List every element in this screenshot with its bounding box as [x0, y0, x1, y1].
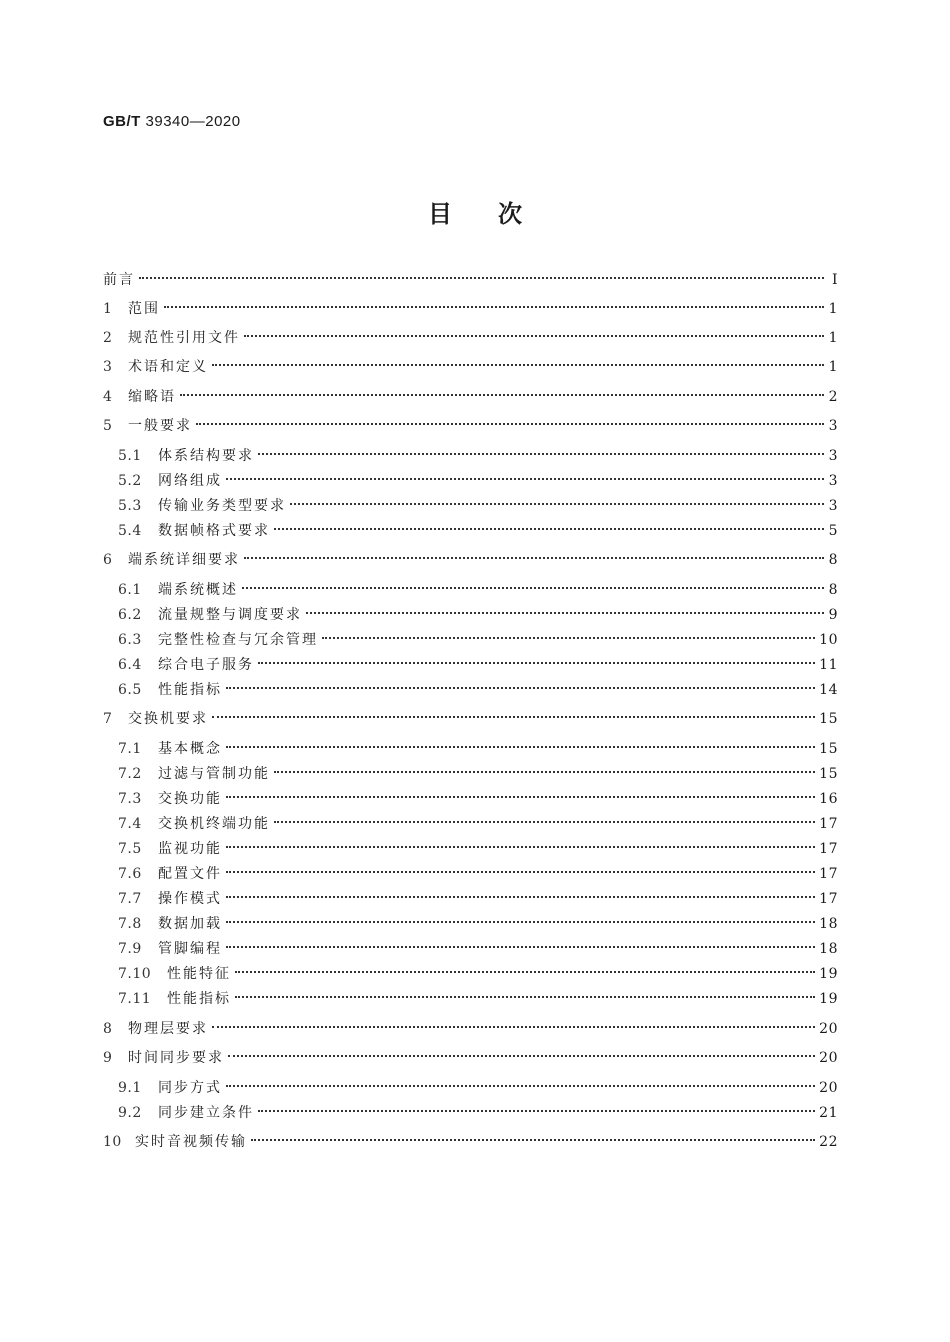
toc-entry-title: 一般要求 [128, 418, 192, 434]
toc-entry-page: 1 [828, 359, 838, 375]
toc-entry-title: 监视功能 [158, 841, 222, 857]
dot-leader [226, 687, 815, 689]
toc-entry[interactable] [103, 1019, 838, 1039]
toc-entry-number: 7.11 [118, 991, 152, 1007]
toc-entry[interactable] [103, 496, 838, 516]
toc-entry-title: 操作模式 [158, 891, 222, 907]
toc-entry[interactable] [103, 764, 838, 784]
dot-leader [212, 364, 824, 366]
dot-leader [251, 1139, 815, 1141]
toc-entry-page: 5 [828, 523, 838, 539]
dot-leader [322, 637, 815, 639]
toc-entry-title: 基本概念 [158, 741, 222, 757]
dot-leader [258, 453, 824, 455]
toc-entry-label [103, 709, 208, 729]
toc-entry-title: 过滤与管制功能 [158, 766, 270, 782]
standard-prefix: GB/T [103, 113, 141, 130]
standard-code [103, 113, 241, 130]
toc-entry-page: 15 [819, 711, 838, 727]
dot-leader [226, 1085, 815, 1087]
dot-leader [164, 306, 824, 308]
toc-entry-title: 实时音视频传输 [135, 1134, 247, 1150]
toc-entry-page: 14 [819, 682, 838, 698]
toc-entry-number: 5.4 [118, 523, 142, 539]
dot-leader [212, 1026, 815, 1028]
toc-entry-title: 物理层要求 [128, 1021, 208, 1037]
toc-entry-label [103, 864, 222, 884]
toc-entry-number: 7.8 [118, 916, 142, 932]
toc-entry-number: 5.1 [118, 448, 142, 464]
toc-entry-title: 范围 [128, 301, 160, 317]
toc-entry-number: 7.3 [118, 791, 142, 807]
dot-leader [242, 587, 824, 589]
toc-entry-title: 性能指标 [167, 991, 231, 1007]
dot-leader [212, 716, 815, 718]
toc-entry-title: 管脚编程 [158, 941, 222, 957]
toc-entry[interactable] [103, 446, 838, 466]
toc-entry-label [103, 1078, 222, 1098]
toc-entry-title: 传输业务类型要求 [158, 498, 286, 514]
toc-entry-label [103, 471, 222, 491]
toc-entry-title: 性能指标 [158, 682, 222, 698]
toc-entry-number: 8 [103, 1021, 113, 1037]
dot-leader [226, 478, 824, 480]
dot-leader [226, 871, 815, 873]
toc-entry[interactable] [103, 864, 838, 884]
toc-entry-label [103, 789, 222, 809]
toc-entry-page: 3 [828, 498, 838, 514]
dot-leader [306, 612, 824, 614]
toc-entry-label [103, 1048, 224, 1068]
toc-entry-title: 交换机终端功能 [158, 816, 270, 832]
toc-entry-number: 5.2 [118, 473, 142, 489]
toc-entry[interactable] [103, 789, 838, 809]
toc-entry-number: 7.6 [118, 866, 142, 882]
toc-entry-number: 9 [103, 1050, 113, 1066]
toc-entry-title: 时间同步要求 [128, 1050, 224, 1066]
toc-entry-page: 17 [819, 841, 838, 857]
toc-entry-page: 8 [828, 582, 838, 598]
toc-entry[interactable] [103, 387, 838, 407]
toc-entry-page: 1 [828, 330, 838, 346]
toc-entry-number: 7.9 [118, 941, 142, 957]
toc-entry-page: 17 [819, 866, 838, 882]
toc-entry[interactable] [103, 471, 838, 491]
toc-entry-label [103, 1132, 247, 1152]
toc-entry-number: 6.2 [118, 607, 142, 623]
toc-entry-label [103, 814, 270, 834]
toc-entry[interactable] [103, 328, 838, 348]
toc-entry-title: 规范性引用文件 [128, 330, 240, 346]
toc-entry-page: 11 [819, 657, 838, 673]
toc-entry-title: 综合电子服务 [158, 657, 254, 673]
toc-entry-label [103, 605, 302, 625]
toc-entry-label [103, 939, 222, 959]
toc-entry-title: 体系结构要求 [158, 448, 254, 464]
toc-entry-number: 5 [103, 418, 113, 434]
dot-leader [226, 796, 815, 798]
toc-entry-page: 18 [819, 941, 838, 957]
toc-entry-label [103, 550, 240, 570]
toc-entry-title: 配置文件 [158, 866, 222, 882]
toc-entry[interactable] [103, 989, 838, 1009]
dot-leader [226, 946, 815, 948]
toc-entry[interactable] [103, 270, 838, 290]
dot-leader [290, 503, 824, 505]
toc-entry-number: 3 [103, 359, 113, 375]
toc-entry[interactable] [103, 357, 838, 377]
toc-entry-page: 9 [828, 607, 838, 623]
toc-entry-page: 1 [828, 301, 838, 317]
toc-entry-title: 端系统详细要求 [128, 552, 240, 568]
dot-leader [228, 1055, 815, 1057]
toc-entry-title: 流量规整与调度要求 [158, 607, 302, 623]
toc-entry-page: 17 [819, 816, 838, 832]
toc-entry[interactable] [103, 939, 838, 959]
toc-entry-label [103, 328, 240, 348]
dot-leader [274, 821, 815, 823]
toc-entry-number: 7.1 [118, 741, 142, 757]
toc-entry-number: 7.4 [118, 816, 142, 832]
toc-entry-label [103, 914, 222, 934]
toc-entry-number: 7.5 [118, 841, 142, 857]
toc-entry[interactable] [103, 1103, 838, 1123]
toc-entry-label [103, 839, 222, 859]
toc-entry-label [103, 889, 222, 909]
dot-leader [226, 921, 815, 923]
toc-entry-title: 缩略语 [128, 389, 176, 405]
toc-entry-label [103, 387, 176, 407]
toc-entry-page: 8 [828, 552, 838, 568]
toc-entry-number: 7.7 [118, 891, 142, 907]
dot-leader [258, 662, 815, 664]
toc-entry-number: 9.2 [118, 1105, 142, 1121]
toc-entry-label [103, 1103, 254, 1123]
toc-entry-page: 20 [819, 1021, 838, 1037]
dot-leader [244, 335, 824, 337]
toc-entry[interactable] [103, 416, 838, 436]
toc-entry-title: 同步建立条件 [158, 1105, 254, 1121]
toc-entry-label [103, 299, 160, 319]
toc-entry-page: 15 [819, 741, 838, 757]
toc-entry-label [103, 680, 222, 700]
standard-number: 39340—2020 [145, 113, 241, 130]
toc-entry-number: 10 [103, 1134, 122, 1150]
toc-entry-number: 5.3 [118, 498, 142, 514]
dot-leader [226, 846, 815, 848]
dot-leader [226, 746, 815, 748]
toc-entry-label [103, 416, 192, 436]
dot-leader [196, 423, 824, 425]
toc-entry-label [103, 521, 270, 541]
toc-entry-label [103, 764, 270, 784]
dot-leader [258, 1110, 815, 1112]
toc-entry-label [103, 496, 286, 516]
toc-entry-page: 20 [819, 1080, 838, 1096]
toc-entry-number: 6.1 [118, 582, 142, 598]
toc-entry-page: 3 [828, 418, 838, 434]
toc-entry-title: 同步方式 [158, 1080, 222, 1096]
toc-entry-page: 18 [819, 916, 838, 932]
toc-entry-page: 3 [828, 448, 838, 464]
toc-entry-title: 数据帧格式要求 [158, 523, 270, 539]
toc-entry[interactable] [103, 1048, 838, 1068]
toc-entry[interactable] [103, 299, 838, 319]
toc-entry-number: 9.1 [118, 1080, 142, 1096]
toc-entry-number: 1 [103, 301, 113, 317]
toc-entry-label [103, 964, 231, 984]
toc-entry[interactable] [103, 814, 838, 834]
dot-leader [226, 896, 815, 898]
toc-entry-page: 10 [819, 632, 838, 648]
toc-entry-number: 6.3 [118, 632, 142, 648]
dot-leader [274, 528, 824, 530]
toc-entry-page: 22 [819, 1134, 838, 1150]
toc-entry-page: 20 [819, 1050, 838, 1066]
toc-entry[interactable] [103, 605, 838, 625]
toc-entry-title: 术语和定义 [128, 359, 208, 375]
toc-entry-page: 16 [819, 791, 838, 807]
toc-entry-label [103, 270, 135, 290]
toc-entry[interactable] [103, 630, 838, 650]
toc-entry[interactable] [103, 1078, 838, 1098]
toc-entry[interactable] [103, 580, 838, 600]
dot-leader [274, 771, 815, 773]
toc-entry-label [103, 989, 231, 1009]
toc-entry[interactable] [103, 655, 838, 675]
toc-entry-label [103, 446, 254, 466]
toc-entry[interactable] [103, 914, 838, 934]
toc-entry[interactable] [103, 839, 838, 859]
toc-entry-label [103, 630, 318, 650]
toc-entry-number: 6 [103, 552, 113, 568]
toc-entry-page: 2 [828, 389, 838, 405]
toc-entry-title: 网络组成 [158, 473, 222, 489]
toc-entry[interactable] [103, 889, 838, 909]
toc-entry-label [103, 1019, 208, 1039]
dot-leader [180, 394, 824, 396]
toc-entry-page: Ⅰ [831, 272, 838, 288]
toc-entry[interactable] [103, 680, 838, 700]
toc-entry[interactable] [103, 521, 838, 541]
dot-leader [244, 557, 824, 559]
toc-entry[interactable] [103, 550, 838, 570]
toc-title: 目次 [428, 200, 568, 228]
toc-entry-label [103, 357, 208, 377]
toc-entry[interactable] [103, 1132, 838, 1152]
toc-entry-title: 性能特征 [167, 966, 231, 982]
toc-entry-label [103, 739, 222, 759]
toc-entry[interactable] [103, 964, 838, 984]
dot-leader [235, 996, 815, 998]
toc-entry-label [103, 655, 254, 675]
toc-entry-title: 数据加载 [158, 916, 222, 932]
toc-entry-page: 15 [819, 766, 838, 782]
toc-entry-page: 19 [819, 991, 838, 1007]
toc-entry-number: 2 [103, 330, 113, 346]
toc-entry-page: 3 [828, 473, 838, 489]
toc-entry-label [103, 580, 238, 600]
toc-entry-number: 4 [103, 389, 113, 405]
toc-entry-number: 7 [103, 711, 113, 727]
toc-entry-title: 交换机要求 [128, 711, 208, 727]
toc-entry-title: 端系统概述 [158, 582, 238, 598]
toc-entry-number: 6.5 [118, 682, 142, 698]
toc-entry-page: 19 [819, 966, 838, 982]
toc-entry[interactable] [103, 739, 838, 759]
toc-entry-page: 17 [819, 891, 838, 907]
toc-entry-page: 21 [819, 1105, 838, 1121]
dot-leader [139, 277, 824, 279]
toc-entry-number: 6.4 [118, 657, 142, 673]
dot-leader [235, 971, 815, 973]
toc-entry-number: 7.2 [118, 766, 142, 782]
toc-entry-number: 7.10 [118, 966, 152, 982]
toc-entry-title: 完整性检查与冗余管理 [158, 632, 318, 648]
toc-entry-title: 前言 [103, 272, 135, 288]
toc-entry[interactable] [103, 709, 838, 729]
toc-entry-title: 交换功能 [158, 791, 222, 807]
